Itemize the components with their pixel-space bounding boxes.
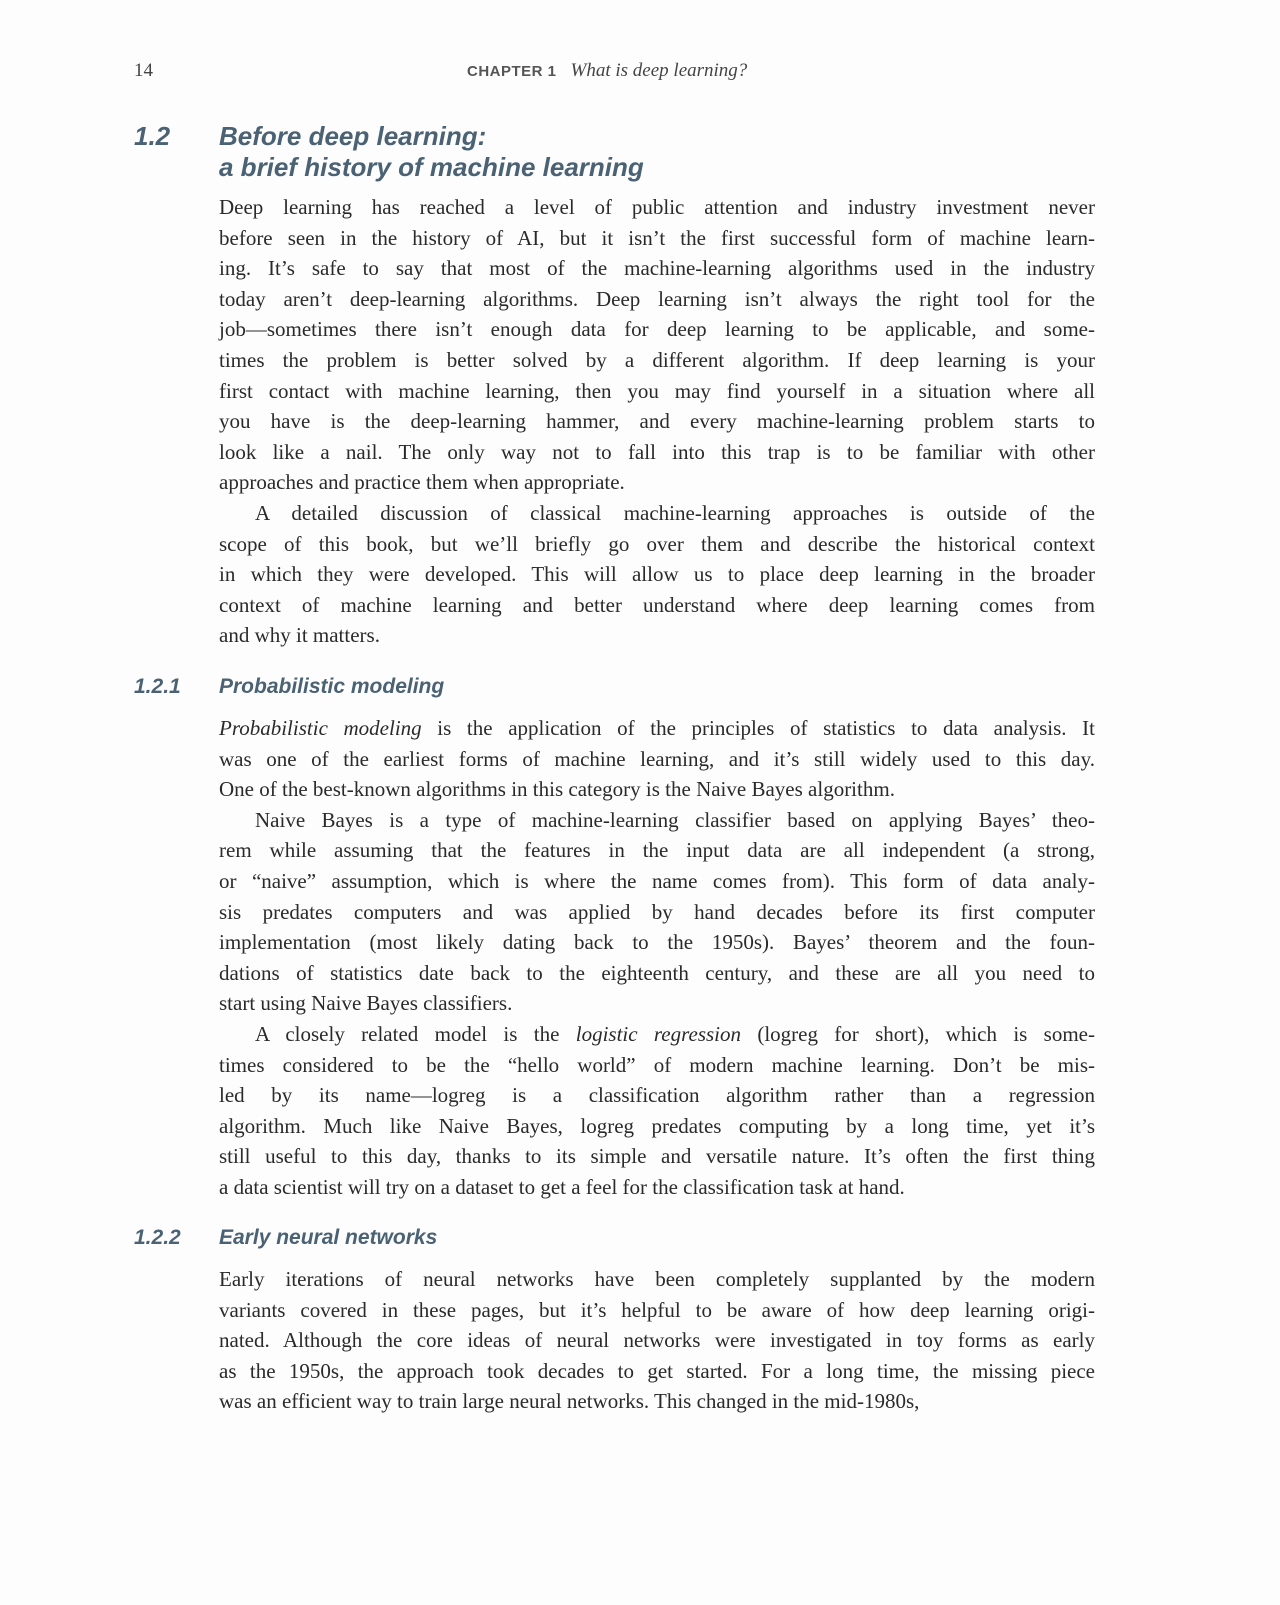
text-segment: led by its name—logreg is a classification algorithm rather than a regression	[219, 1083, 1095, 1108]
text-line	[219, 897, 1095, 928]
subsection-number: 1.2.2	[134, 1226, 181, 1249]
paragraph	[219, 192, 1095, 498]
text-line	[219, 314, 1095, 345]
page-number: 14	[134, 60, 153, 81]
running-header	[467, 60, 747, 82]
text-line	[219, 345, 1095, 376]
paragraph	[219, 498, 1095, 651]
text-segment: still useful to this day, thanks to its simple and versatile nature. It’s often the first thing	[219, 1144, 1095, 1169]
text-segment: scope of this book, but we’ll briefly go over them and describe the historical context	[219, 531, 1095, 556]
text-line	[219, 1172, 1095, 1203]
paragraph	[219, 1019, 1095, 1203]
text-segment: (logreg for short), which is some-	[741, 1021, 1095, 1046]
text-segment: before seen in the history of AI, but it isn’t the first successful form of machine learn-	[219, 225, 1095, 250]
text-line	[219, 744, 1095, 775]
text-segment: start using Naive Bayes classifiers.	[219, 991, 513, 1016]
section-title-line1: Before deep learning:	[219, 121, 487, 151]
subsection-number: 1.2.1	[134, 675, 181, 698]
text-segment: ing. It’s safe to say that most of the machine-learning algorithms used in the industry	[219, 256, 1095, 281]
text-line	[219, 223, 1095, 254]
text-line	[219, 1295, 1095, 1326]
text-segment: first contact with machine learning, then you may find yourself in a situation where all	[219, 378, 1095, 403]
text-line	[219, 1050, 1095, 1081]
text-line	[219, 253, 1095, 284]
subsection-title: Probabilistic modeling	[219, 675, 445, 698]
text-segment: Deep learning has reached a level of public attention and industry investment never	[219, 195, 1095, 219]
text-line	[219, 1325, 1095, 1356]
text-line	[219, 774, 1095, 805]
paragraph	[219, 713, 1095, 805]
text-line	[219, 467, 1095, 498]
text-line	[219, 1356, 1095, 1387]
text-segment: rem while assuming that the features in the input data are all independent (a strong,	[219, 838, 1095, 863]
text-segment: was one of the earliest forms of machine learning, and it’s still widely used to this day.	[219, 746, 1095, 771]
text-segment: implementation (most likely dating back to the 1950s). Bayes’ theorem and the foun-	[219, 930, 1095, 955]
chapter-title: What is deep learning?	[570, 60, 748, 81]
text-segment: Naive Bayes is a type of machine-learning classifier based on applying Bayes’ theo-	[255, 807, 1095, 832]
text-line	[219, 498, 1095, 529]
text-segment: times the problem is better solved by a different algorithm. If deep learning is your	[219, 347, 1095, 372]
text-segment: approaches and practice them when appropriate.	[219, 470, 625, 495]
text-line	[219, 1386, 1095, 1417]
text-line	[219, 927, 1095, 958]
text-segment: times considered to be the “hello world” of modern machine learning. Don’t be mis-	[219, 1052, 1095, 1077]
text-segment: and why it matters.	[219, 623, 380, 648]
text-line	[219, 406, 1095, 437]
chapter-label: CHAPTER 1	[467, 63, 557, 80]
text-line	[219, 1264, 1095, 1295]
text-line	[219, 376, 1095, 407]
text-line	[219, 988, 1095, 1019]
text-segment: A detailed discussion of classical machine-learning approaches is outside of the	[255, 500, 1095, 525]
text-line	[219, 590, 1095, 621]
text-line	[219, 284, 1095, 315]
text-segment: was an efficient way to train large neural networks. This changed in the mid-1980s,	[219, 1389, 920, 1414]
text-segment: context of machine learning and better understand where deep learning comes from	[219, 592, 1095, 617]
text-segment: sis predates computers and was applied by hand decades before its first computer	[219, 899, 1095, 924]
text-line	[219, 1141, 1095, 1172]
text-segment: or “naive” assumption, which is where the name comes from). This form of data analy-	[219, 868, 1095, 893]
text-segment: today aren’t deep-learning algorithms. Deep learning isn’t always the right tool for the	[219, 286, 1095, 311]
subsection-body-probabilistic	[219, 713, 1095, 1203]
subsection-body-neural	[219, 1264, 1095, 1417]
text-segment: dations of statistics date back to the eighteenth century, and these are all you need to	[219, 960, 1095, 985]
text-line	[219, 835, 1095, 866]
subsection-title: Early neural networks	[219, 1226, 438, 1249]
paragraph	[219, 1264, 1095, 1417]
text-segment: One of the best-known algorithms in this category is the Naive Bayes algorithm.	[219, 777, 895, 802]
text-segment: job—sometimes there isn’t enough data for deep learning to be applicable, and some-	[219, 317, 1095, 342]
text-segment: you have is the deep-learning hammer, and every machine-learning problem starts to	[219, 409, 1095, 434]
text-segment: in which they were developed. This will allow us to place deep learning in the broader	[219, 562, 1095, 587]
text-segment: look like a nail. The only way not to fall into this trap is to be familiar with other	[219, 439, 1095, 464]
text-segment: as the 1950s, the approach took decades to get started. For a long time, the missing piece	[219, 1358, 1095, 1383]
text-segment: nated. Although the core ideas of neural networks were investigated in toy forms as early	[219, 1328, 1095, 1353]
text-segment: Early iterations of neural networks have been completely supplanted by the modern	[219, 1267, 1095, 1291]
section-title-line2: a brief history of machine learning	[219, 152, 644, 182]
text-line	[219, 529, 1095, 560]
emphasized-term: logistic regression	[575, 1021, 741, 1046]
text-line	[219, 1080, 1095, 1111]
section-number: 1.2	[134, 121, 171, 151]
text-line	[219, 1111, 1095, 1142]
section-body	[219, 192, 1095, 651]
text-segment: is the application of the principles of statistics to data analysis. It	[421, 716, 1095, 740]
text-segment: a data scientist will try on a dataset to get a feel for the classification task at hand.	[219, 1174, 905, 1199]
text-line	[219, 1019, 1095, 1050]
text-segment: variants covered in these pages, but it’s helpful to be aware of how deep learning origi-	[219, 1297, 1095, 1322]
text-line	[219, 437, 1095, 468]
text-segment: algorithm. Much like Naive Bayes, logreg predates computing by a long time, yet it’s	[219, 1113, 1095, 1138]
text-segment: A closely related model is the	[255, 1021, 576, 1046]
text-line	[219, 805, 1095, 836]
text-line	[219, 713, 1095, 744]
emphasized-term: Probabilistic modeling	[219, 716, 422, 740]
text-line	[219, 192, 1095, 223]
text-line	[219, 866, 1095, 897]
paragraph	[219, 805, 1095, 1019]
text-line	[219, 620, 1095, 651]
text-line	[219, 559, 1095, 590]
text-line	[219, 958, 1095, 989]
